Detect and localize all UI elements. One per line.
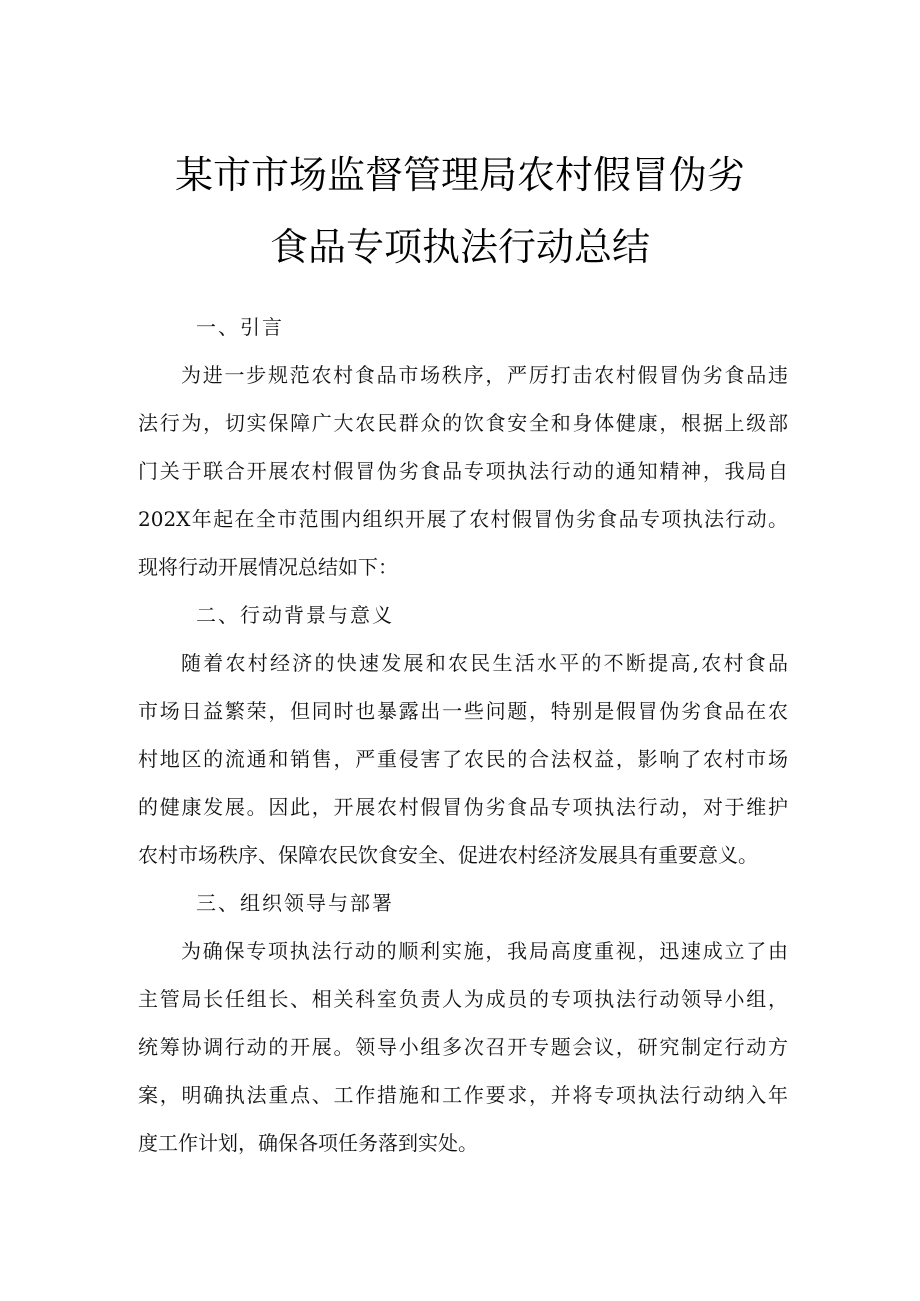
paragraph-line: 主管局长任组长、相关科室负责人为成员的专项执法行动领导小组， bbox=[138, 987, 788, 1011]
document-title-line-2: 食品专项执法行动总结 bbox=[269, 225, 650, 269]
paragraph-line: 202X年起在全市范围内组织开展了农村假冒伪劣食品专项执法行动。 bbox=[138, 507, 788, 531]
document-title-line-1: 某市市场监督管理局农村假冒伪劣 bbox=[174, 153, 745, 197]
paragraph-line: 农村市场秩序、保障农民饮食安全、促进农村经济发展具有重要意义。 bbox=[138, 843, 758, 867]
paragraph-line: 门关于联合开展农村假冒伪劣食品专项执法行动的通知精神，我局自 bbox=[138, 459, 788, 483]
paragraph-line: 案，明确执法重点、工作措施和工作要求，并将专项执法行动纳入年 bbox=[138, 1083, 788, 1107]
paragraph-line: 的健康发展。因此，开展农村假冒伪劣食品专项执法行动，对于维护 bbox=[138, 795, 788, 819]
section-heading-background: 二、行动背景与意义 bbox=[196, 603, 394, 627]
section-heading-organization: 三、组织领导与部署 bbox=[196, 891, 394, 915]
section-heading-intro: 一、引言 bbox=[196, 315, 284, 339]
paragraph-line: 度工作计划，确保各项任务落到实处。 bbox=[138, 1131, 478, 1155]
paragraph-line: 为确保专项执法行动的顺利实施，我局高度重视，迅速成立了由 bbox=[181, 939, 788, 963]
paragraph-line: 村地区的流通和销售，严重侵害了农民的合法权益，影响了农村市场 bbox=[138, 747, 788, 771]
paragraph-line: 为进一步规范农村食品市场秩序，严厉打击农村假冒伪劣食品违 bbox=[181, 363, 788, 387]
paragraph-line: 市场日益繁荣，但同时也暴露出一些问题，特别是假冒伪劣食品在农 bbox=[138, 699, 788, 723]
paragraph-line: 统筹协调行动的开展。领导小组多次召开专题会议，研究制定行动方 bbox=[138, 1035, 788, 1059]
paragraph-line: 随着农村经济的快速发展和农民生活水平的不断提高,农村食品 bbox=[181, 651, 788, 675]
paragraph-line: 现将行动开展情况总结如下： bbox=[138, 555, 398, 579]
paragraph-line: 法行为，切实保障广大农民群众的饮食安全和身体健康，根据上级部 bbox=[138, 411, 788, 435]
